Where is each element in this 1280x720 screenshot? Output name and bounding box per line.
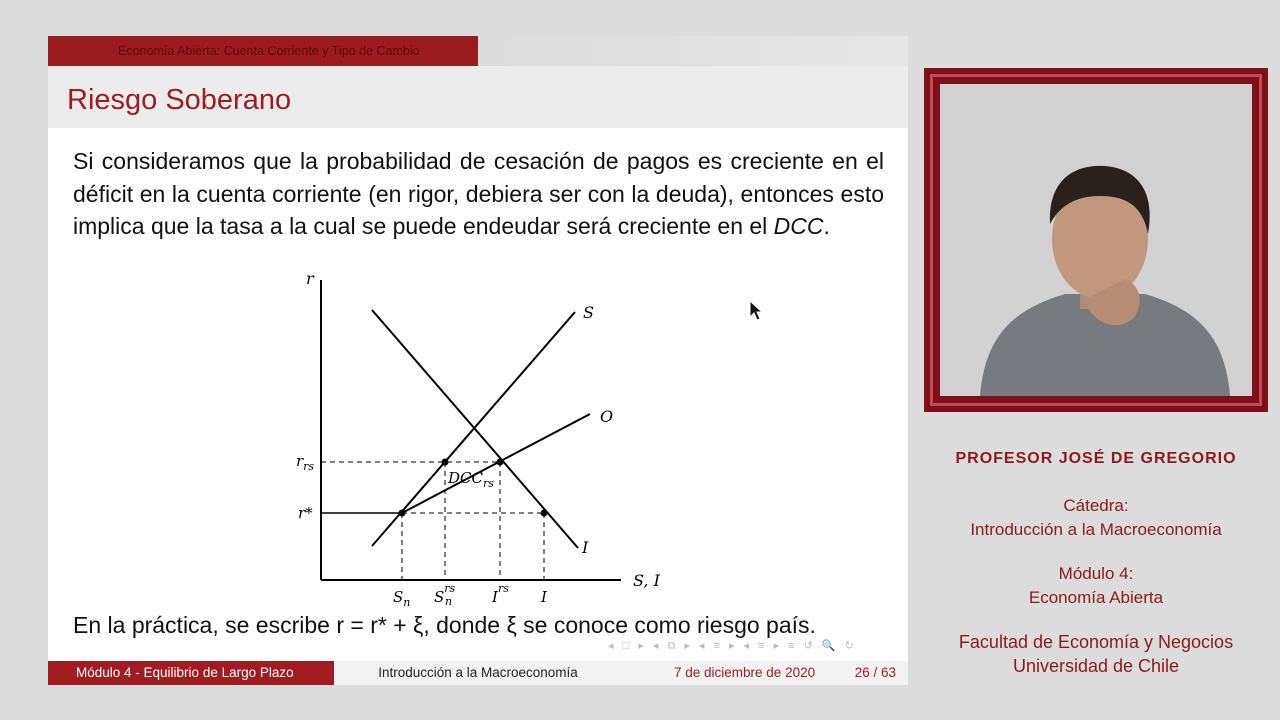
point-snrs	[442, 459, 449, 466]
rrs-label: $r_{rs}$	[296, 452, 315, 473]
footer-date: 7 de diciembre de 2020	[674, 665, 816, 680]
slide	[48, 36, 908, 686]
faculty-line-1: Facultad de Economía y Negocios	[958, 632, 1234, 652]
modulo-label: Módulo 4:	[1058, 564, 1134, 583]
dcc-label: $DCC_{rs}$	[448, 469, 494, 490]
footer-course: Introducción a la Macroeconomía	[334, 661, 622, 685]
x-axis-label: S, I	[633, 571, 660, 590]
paragraph-italic: DCC	[773, 213, 824, 239]
webcam-frame	[924, 68, 1268, 412]
y-axis-label: r	[306, 269, 314, 288]
slide-footer	[48, 661, 908, 685]
professor-name: PROFESOR JOSÉ DE GREGORIO	[955, 450, 1237, 467]
point-sn	[399, 510, 406, 517]
presenter-image	[940, 84, 1252, 396]
catedra-value: Introducción a la Macroeconomía	[970, 520, 1222, 539]
savings-investment-diagram	[288, 268, 678, 608]
webcam-video	[940, 84, 1252, 396]
rstar-label: r*	[298, 504, 313, 522]
tick-irs: $I^{rs}$	[492, 582, 509, 606]
slide-paragraph	[73, 145, 884, 243]
point-irs	[497, 459, 504, 466]
curve-i-label: I	[582, 538, 589, 557]
tick-sn: $S_n$	[393, 588, 411, 608]
faculty-line-2: Universidad de Chile	[1012, 656, 1180, 676]
footer-right	[622, 661, 908, 685]
mouse-cursor-icon	[749, 300, 765, 322]
beamer-navigation-icons[interactable]: ◂ □ ▸ ◂ ⧉ ▸ ◂ ≡ ▸ ◂ ≡ ▸ ≡ ↺ 🔍 ↻	[608, 640, 857, 652]
header-right-band	[478, 36, 908, 66]
footer-page: 26 / 63	[854, 665, 896, 680]
paragraph-end: .	[823, 213, 830, 239]
curve-o-label: O	[600, 407, 614, 426]
catedra-label: Cátedra:	[1063, 496, 1129, 515]
curve-o	[402, 414, 590, 513]
point-i	[541, 510, 548, 517]
bottom-text: En la práctica, se escribe r = r* + ξ, donde ξ se conoce como riesgo país.	[73, 612, 816, 638]
faculty	[924, 630, 1268, 678]
paragraph-text: Si consideramos que la probabilidad de cesación de pagos es creciente en el déficit en la cuenta corriente (en rigor, debiera ser con la deuda), entonces esto implica que la tasa a la cual se puede endeudar será creciente en el	[73, 148, 884, 239]
modulo-value: Economía Abierta	[1028, 588, 1164, 607]
footer-module: Módulo 4 - Equilibrio de Largo Plazo	[48, 661, 334, 685]
tick-i: I	[541, 588, 547, 606]
section-header: Economía Abierta: Cuenta Corriente y Tipo de Cambio	[48, 36, 478, 66]
tick-snrs: $S^{rs}$ n	[434, 582, 456, 608]
course-info	[924, 450, 1268, 678]
curve-s-label: S	[583, 303, 594, 322]
slide-title: Riesgo Soberano	[67, 84, 292, 116]
